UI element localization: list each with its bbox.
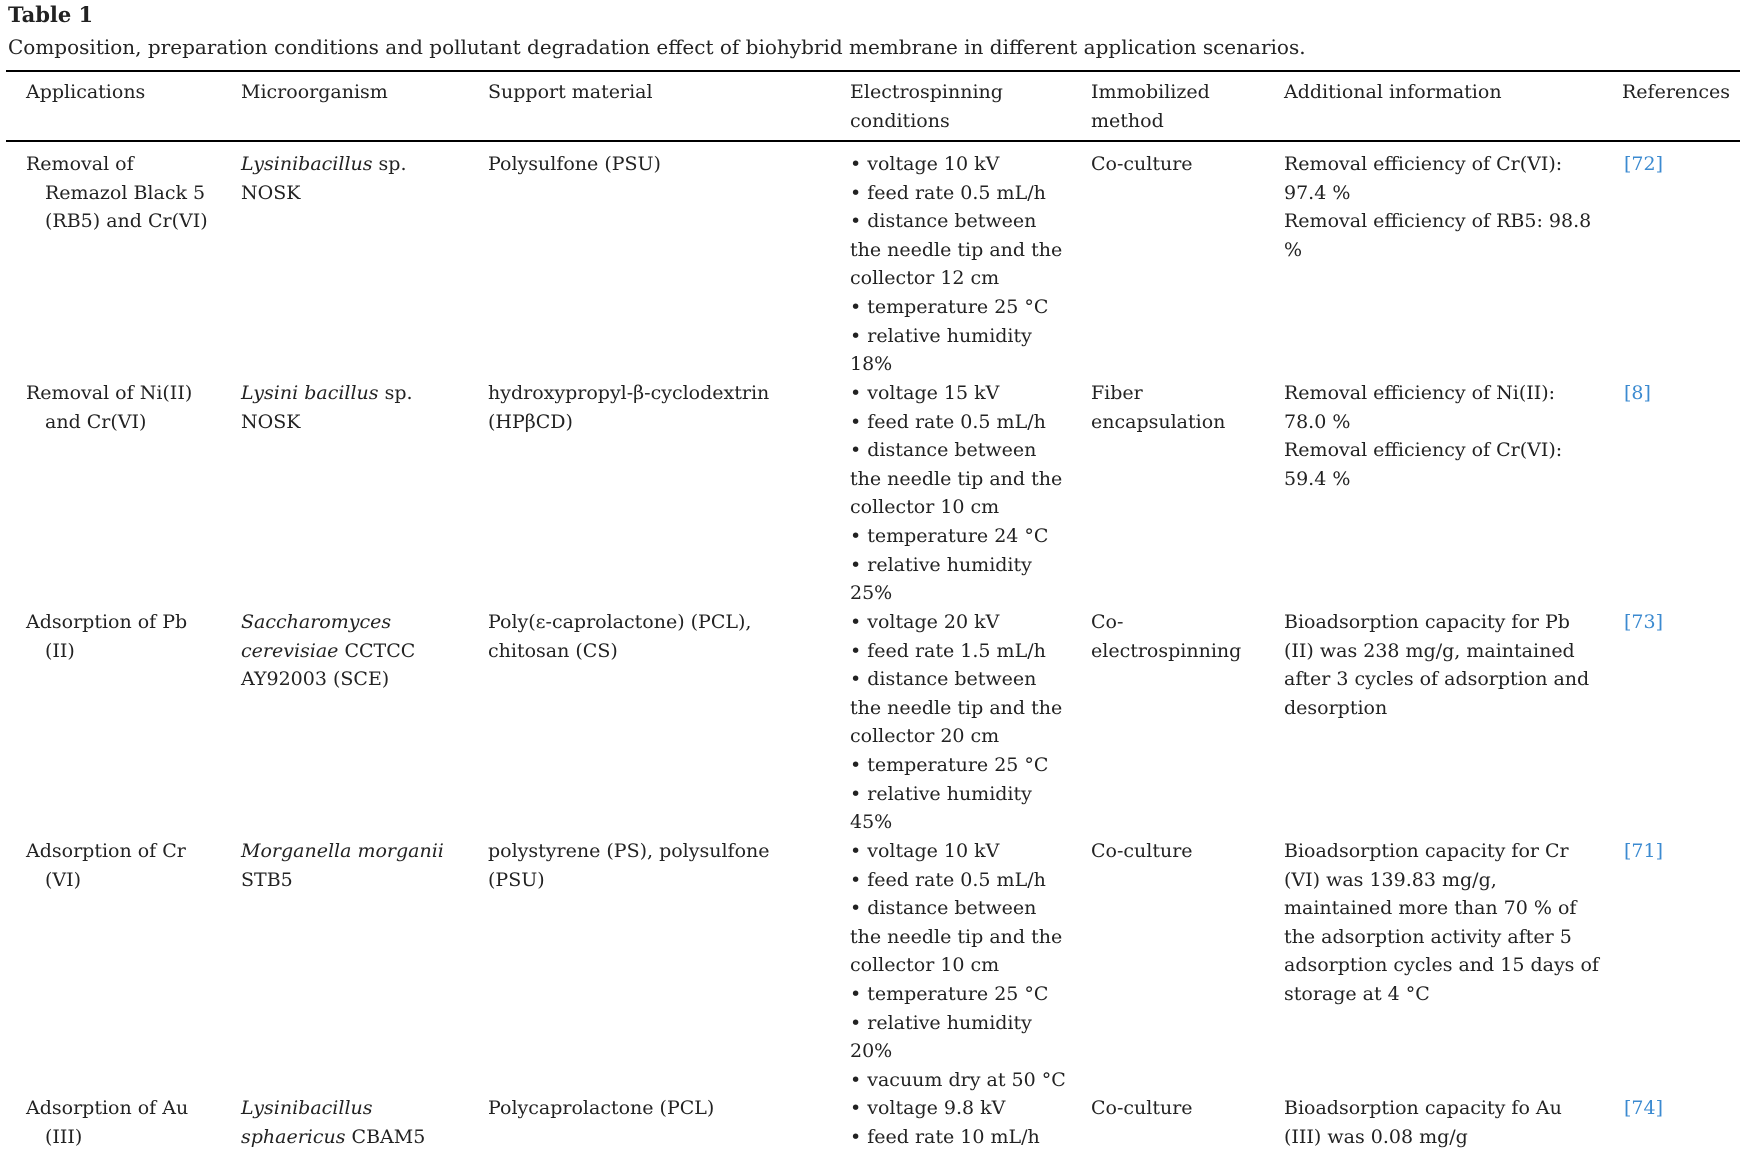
row-2-support-material: hydroxypropyl-β-cyclodextrin (HPβCD) [488, 382, 770, 433]
row-3-immobilized-method: Co- electrospinning [1091, 611, 1242, 662]
row-4-microorganism: Morganella morganii STB5 [241, 840, 444, 891]
row-3-application: Adsorption of Pb (II) [26, 611, 188, 662]
header-additional-information: Additional information [1284, 81, 1502, 103]
header-applications: Applications [26, 81, 146, 103]
row-2-reference-link[interactable]: [8] [1624, 382, 1651, 404]
row-3-microorganism: Saccharomyces cerevisiae CCTCC AY92003 (SCE) [241, 611, 416, 691]
table-label: Table 1 [8, 2, 94, 27]
row-5-immobilized-method: Co-culture [1091, 1097, 1193, 1119]
row-4-additional-information: Bioadsorption capacity for Cr (VI) was 139.83 mg/g, maintained more than 70 % of the adsorption activity after 5 adsorption cycles and 15 days of storage at 4 °C [1284, 840, 1599, 1005]
header-references: References [1622, 81, 1731, 103]
row-1-microorganism: Lysinibacillus sp. NOSK [241, 153, 407, 204]
row-3-support-material: Poly(ε-caprolactone) (PCL), chitosan (CS) [488, 611, 752, 662]
row-1-application: Removal of Remazol Black 5 (RB5) and Cr(VI) [26, 153, 208, 233]
row-2-immobilized-method: Fiber encapsulation [1091, 382, 1226, 433]
row-5-electrospinning-conditions: • voltage 9.8 kV • feed rate 10 mL/h [850, 1097, 1040, 1148]
row-4-application: Adsorption of Cr (VI) [26, 840, 186, 891]
row-1-immobilized-method: Co-culture [1091, 153, 1193, 175]
row-1-additional-information: Removal efficiency of Cr(VI): 97.4 % Removal efficiency of RB5: 98.8 % [1284, 153, 1592, 261]
row-4-reference-link[interactable]: [71] [1624, 840, 1664, 862]
row-2-additional-information: Removal efficiency of Ni(II): 78.0 % Removal efficiency of Cr(VI): 59.4 % [1284, 382, 1563, 490]
row-3-reference-link[interactable]: [73] [1624, 611, 1664, 633]
row-4-support-material: polystyrene (PS), polysulfone (PSU) [488, 840, 770, 891]
row-3-additional-information: Bioadsorption capacity for Pb (II) was 238 mg/g, maintained after 3 cycles of adsorption and desorption [1284, 611, 1590, 719]
row-5-application: Adsorption of Au (III) [26, 1097, 189, 1148]
row-1-electrospinning-conditions: • voltage 10 kV • feed rate 0.5 mL/h • distance between the needle tip and the collector 12 cm • temperature 25 °C • relative humidity 18% [850, 153, 1063, 376]
row-1-support-material: Polysulfone (PSU) [488, 153, 661, 175]
header-support-material: Support material [488, 81, 653, 103]
row-5-reference-link[interactable]: [74] [1624, 1097, 1664, 1119]
header-microorganism: Microorganism [241, 81, 388, 103]
row-3-electrospinning-conditions: • voltage 20 kV • feed rate 1.5 mL/h • distance between the needle tip and the collector 20 cm • temperature 25 °C • relative humidity 45% [850, 611, 1063, 834]
header-electrospinning-conditions: Electrospinning conditions [850, 81, 1003, 132]
row-2-electrospinning-conditions: • voltage 15 kV • feed rate 0.5 mL/h • distance between the needle tip and the collector 10 cm • temperature 24 °C • relative humidity 25% [850, 382, 1063, 605]
row-5-additional-information: Bioadsorption capacity fo Au (III) was 0.08 mg/g [1284, 1097, 1562, 1148]
row-4-immobilized-method: Co-culture [1091, 840, 1193, 862]
row-5-microorganism: Lysinibacillus sphaericus CBAM5 [241, 1097, 426, 1148]
top-rule [6, 70, 1740, 72]
row-2-microorganism: Lysini bacillus sp. NOSK [241, 382, 413, 433]
row-1-reference-link[interactable]: [72] [1624, 153, 1664, 175]
row-4-electrospinning-conditions: • voltage 10 kV • feed rate 0.5 mL/h • distance between the needle tip and the collector 10 cm • temperature 25 °C • relative humidity 20% • vacuum dry at 50 °C [850, 840, 1066, 1091]
header-immobilized-method: Immobilized method [1091, 81, 1210, 132]
table-caption: Composition, preparation conditions and pollutant degradation effect of biohybrid membrane in different application scenarios. [8, 35, 1306, 59]
row-5-support-material: Polycaprolactone (PCL) [488, 1097, 715, 1119]
header-rule [6, 140, 1740, 142]
row-2-application: Removal of Ni(II) and Cr(VI) [26, 382, 193, 433]
